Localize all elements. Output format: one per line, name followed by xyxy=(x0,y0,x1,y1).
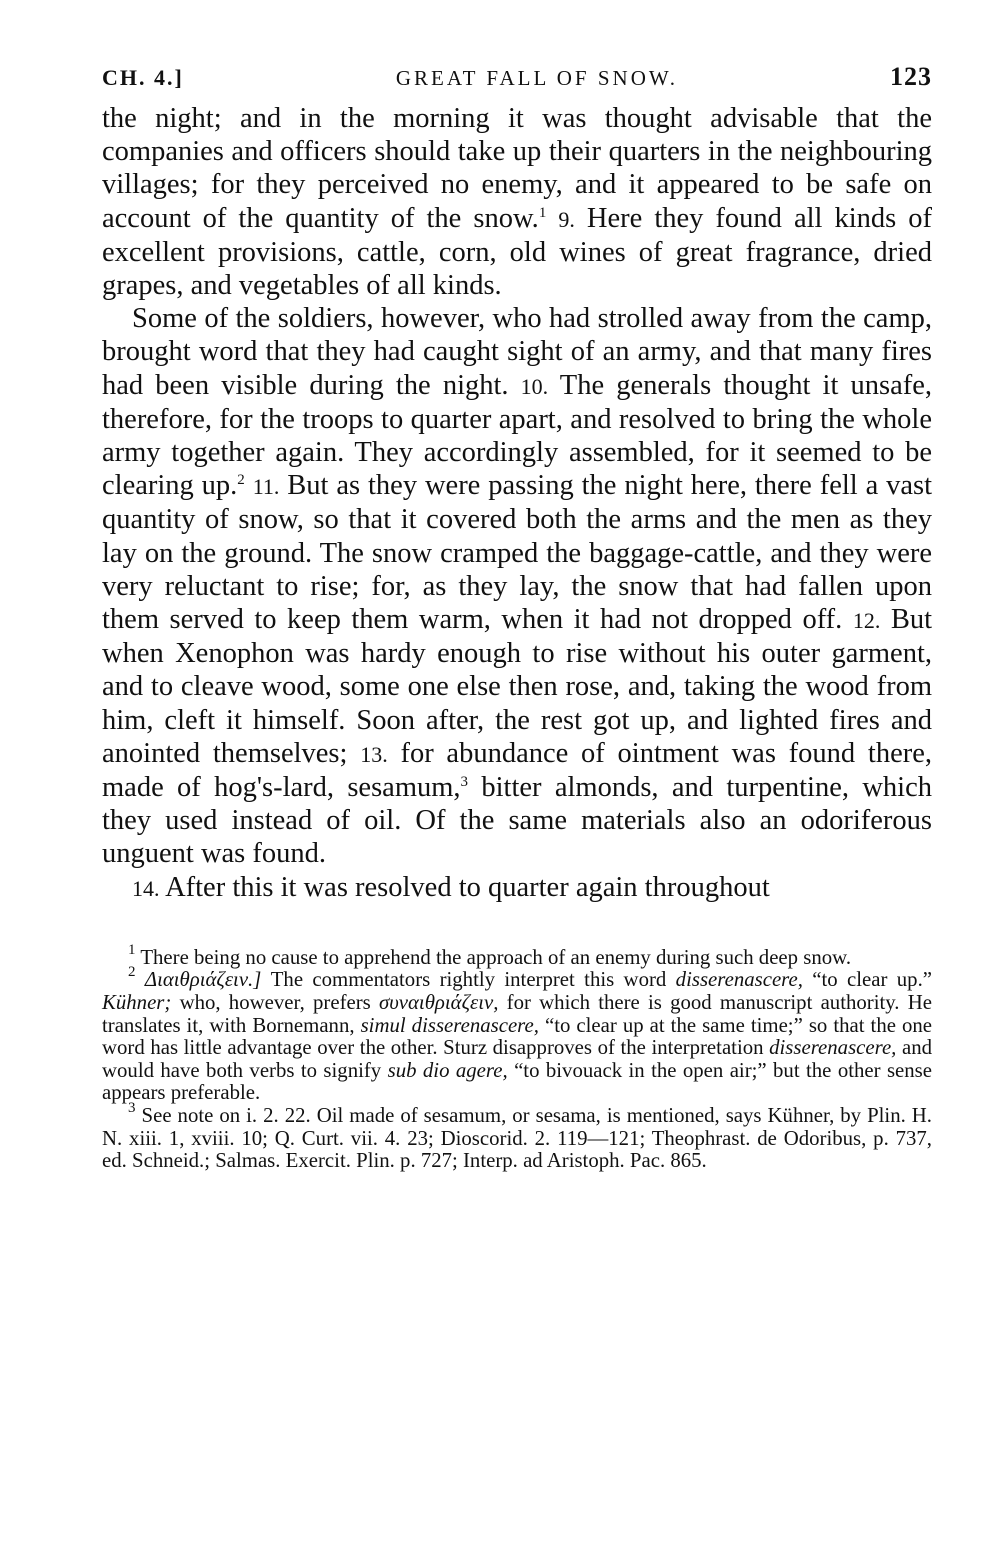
paragraph xyxy=(102,871,932,905)
footnote-text: for which there is good manuscript authority. He translates it, with Bornemann, xyxy=(102,991,932,1037)
running-header xyxy=(102,62,932,102)
footnote xyxy=(102,964,933,1105)
author-name: Kühner; xyxy=(102,991,172,1015)
section-number: 13. xyxy=(360,741,388,767)
text-run: bitter almonds, and turpentine, which they used instead of oil. Of the same materials also an odoriferous unguent was found. xyxy=(102,772,932,870)
footnote-text: “to bivouack in the open air;” but the other sense appears preferable. xyxy=(102,1058,932,1105)
latin-term: disserenascere, xyxy=(769,1036,897,1060)
footnote-text: The commentators rightly interpret this word xyxy=(270,968,667,992)
text-run: After this it was resolved to quarter again throughout xyxy=(165,871,770,903)
book-page xyxy=(102,62,932,1173)
footnote-mark: 2 xyxy=(128,964,136,981)
page-number: 123 xyxy=(890,62,932,91)
text-run: But as they were passing the night here, there fell a vast quantity of snow, so that it covered both the arms and the men as they lay on the ground. The snow cramped the baggage-cattle, and they were very reluctant to rise; for, as they lay, the snow that had fallen upon them served to keep them warm, when it had not dropped off. xyxy=(102,470,933,636)
footnote-mark: 3 xyxy=(128,1100,136,1117)
footnote-text: and would have both verbs to signify xyxy=(102,1036,932,1082)
latin-term: disserenascere, xyxy=(675,968,803,992)
paragraph xyxy=(102,302,932,870)
running-title: GREAT FALL OF SNOW. xyxy=(395,66,679,90)
latin-term: simul disserenascere, xyxy=(360,1013,539,1037)
section-number: 11. xyxy=(252,474,280,500)
latin-term: sub dio agere, xyxy=(387,1058,508,1082)
greek-term: Διαιθριάζειν.] xyxy=(144,968,262,992)
footnote-ref: 3 xyxy=(460,774,469,791)
section-number: 14. xyxy=(132,875,160,901)
section-number: 12. xyxy=(852,608,881,634)
text-run: the night; and in the morning it was thought advisable that the companies and officers should take up their quarters in the neighbouring villages; for they perceived no enemy, and it appeared to be safe on account of the quantity of the snow. xyxy=(102,103,932,234)
chapter-label: CH. 4.] xyxy=(102,65,184,90)
footnotes xyxy=(102,941,933,1173)
footnote-text: See note on i. 2. 22. Oil made of sesamum, or sesama, is mentioned, says Kühner, by Plin. H. N. xiii. 1, xviii. 10; Q. Curt. vii. 4. 23; Dioscorid. 2. 119—121; Theophrast. de Odoribus, p. 737, ed. Schneid.; Salmas. Exercit. Plin. p. 727; Interp. ad Aristoph. Pac. 865. xyxy=(102,1104,933,1173)
footnote-text: who, however, prefers xyxy=(179,991,371,1015)
footnote-mark: 1 xyxy=(128,941,136,958)
footnote-text: “to clear up.” xyxy=(812,968,933,992)
main-text xyxy=(102,102,932,905)
footnote xyxy=(102,941,932,970)
text-run: for abundance of ointment was found there, made of hog's-lard, sesamum, xyxy=(102,737,932,804)
section-number: 9. xyxy=(558,206,575,232)
footnote-text: There being no cause to apprehend the approach of an enemy during such deep snow. xyxy=(140,945,852,969)
footnote-ref: 1 xyxy=(538,204,547,221)
paragraph xyxy=(102,102,932,302)
footnote-text: “to clear up at the same time;” so that the one word has little advantage over the other. Sturz disapproves of the interpretation xyxy=(102,1013,933,1060)
greek-term: συναιθριάζειν, xyxy=(378,991,499,1015)
footnote-ref: 2 xyxy=(237,472,245,489)
footnote xyxy=(102,1100,933,1173)
text-run: Some of the soldiers, however, who had strolled away from the camp, brought word that they had caught sight of an army, and that many fires had been visible during the night. xyxy=(102,303,932,401)
text-run: But when Xenophon was hardy enough to rise without his outer garment, and to cleave wood, some one else then rose, and, taking the wood from him, cleft it himself. Soon after, the rest got up, and lighted fires and anointed themselves; xyxy=(102,604,933,769)
section-number: 10. xyxy=(520,373,549,399)
text-run: Here they found all kinds of excellent provisions, cattle, corn, old wines of great fragrance, dried grapes, and vegetables of all kinds. xyxy=(102,202,933,302)
text-run: The generals thought it unsafe, therefore, for the troops to quarter apart, and resolved to bring the whole army together again. They accordingly assembled, for it seemed to be clearing up. xyxy=(102,369,933,502)
